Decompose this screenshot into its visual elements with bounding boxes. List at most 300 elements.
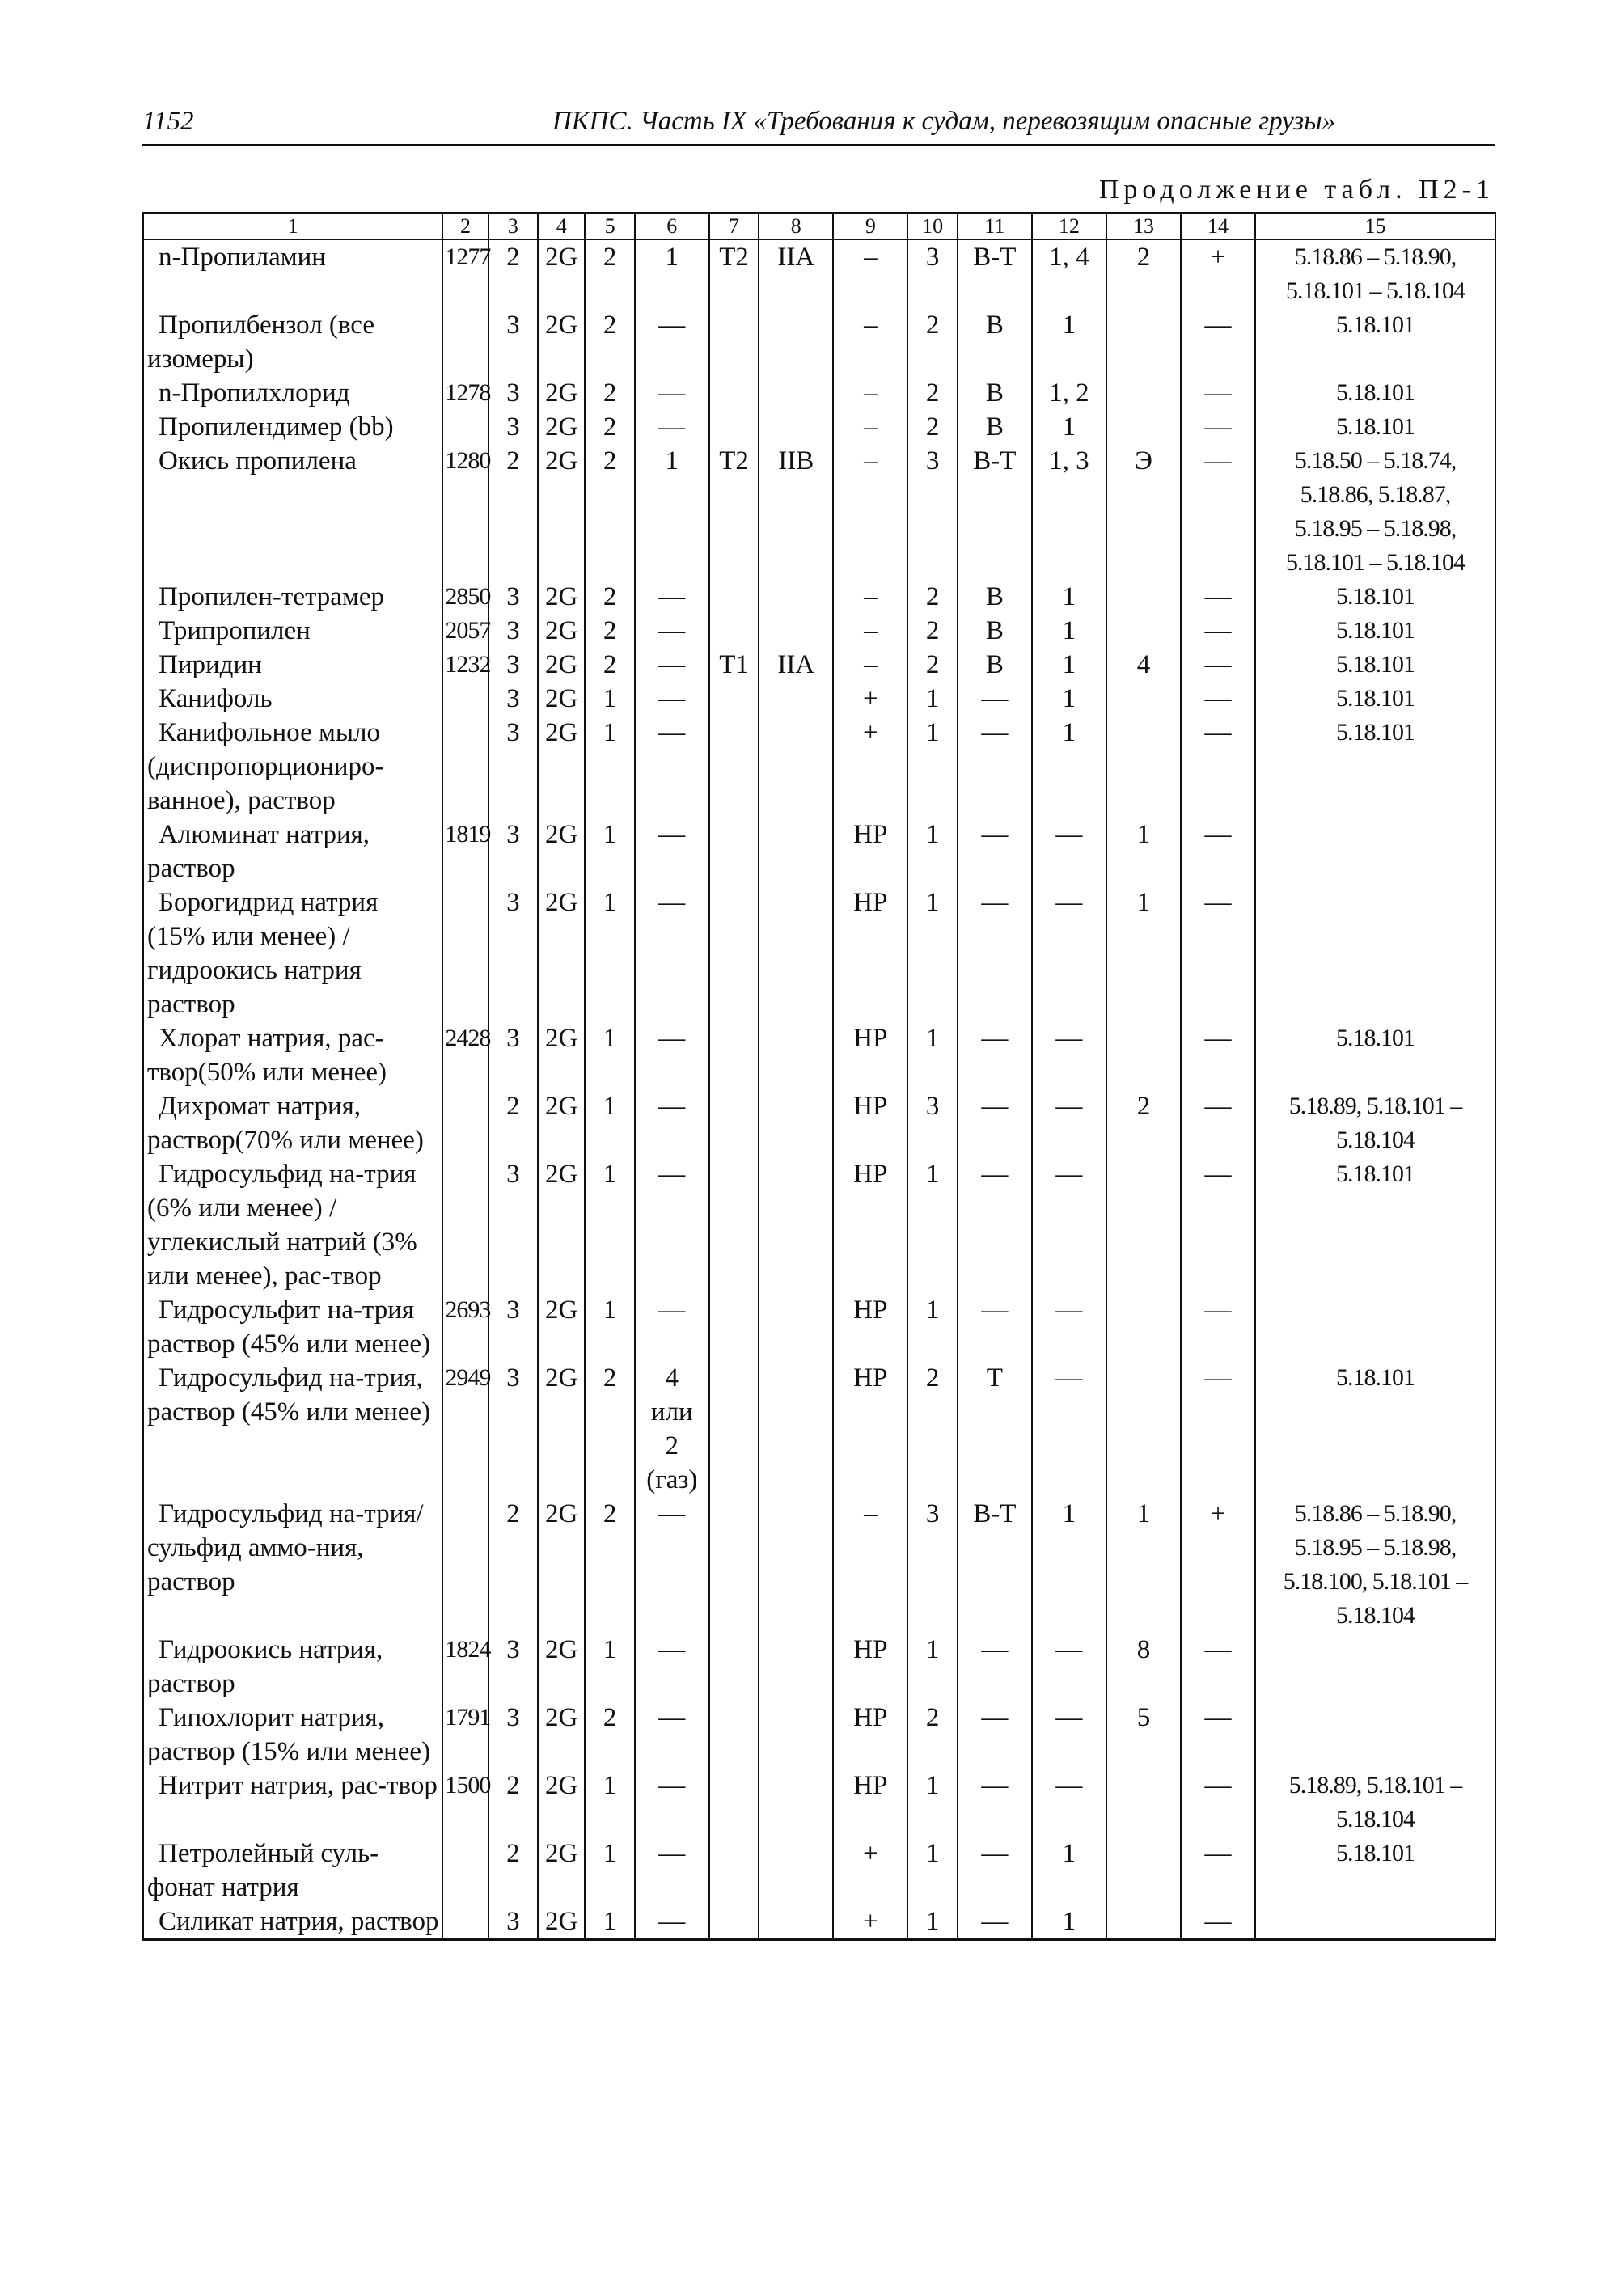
col-6-cell: —: [635, 1497, 709, 1633]
col-10-cell: 1: [907, 716, 957, 818]
col-8-cell: [759, 580, 833, 614]
column-header-15: 15: [1255, 213, 1495, 240]
col-14-cell: —: [1181, 1293, 1255, 1361]
col-12-cell: —: [1032, 1157, 1106, 1293]
col-9-cell: +: [833, 716, 907, 818]
page-number: 1152: [142, 107, 194, 136]
column-header-11: 11: [958, 213, 1032, 240]
col-12-cell: 1: [1032, 1497, 1106, 1633]
cell-line: 5.18.50 – 5.18.74,: [1294, 447, 1457, 474]
col-14-cell: —: [1181, 376, 1255, 410]
col-5-cell: 1: [585, 818, 634, 886]
column-header-4: 4: [538, 213, 585, 240]
col-7-cell: T2: [709, 239, 759, 308]
col-12-cell: —: [1032, 1633, 1106, 1701]
col-10-cell: 1: [907, 1904, 957, 1940]
table-continuation-label: Продолжение табл. П2-1: [1098, 175, 1495, 205]
col-15-cell: [1255, 410, 1495, 444]
col-9-cell: –: [833, 308, 907, 376]
col-14-cell: —: [1181, 716, 1255, 818]
col-8-cell: [759, 410, 833, 444]
substance-name-cell: Канифоль: [143, 682, 442, 716]
col-9-cell: НР: [833, 1157, 907, 1293]
col-3-cell: 2: [488, 444, 538, 580]
substance-name-cell: Гидросульфид на-трия/сульфид аммо-ния, раствор: [143, 1497, 442, 1633]
cell-line: 5.18.101: [1336, 1364, 1415, 1391]
col-3-cell: 2: [488, 1837, 538, 1904]
cell-line: 5.18.101: [1336, 651, 1415, 678]
col-12-cell: 1, 4: [1032, 239, 1106, 308]
col-13-cell: 2: [1106, 1089, 1181, 1157]
col-12-cell: —: [1032, 1089, 1106, 1157]
col-9-cell: +: [833, 1837, 907, 1904]
col-11-cell: —: [958, 1157, 1032, 1293]
col-8-cell: [759, 376, 833, 410]
substance-name-cell: Хлорат натрия, рас-твор(50% или менее): [143, 1021, 442, 1089]
cell-line: 5.18.86 – 5.18.90,: [1294, 1500, 1457, 1527]
col-15-cell: [1255, 1701, 1495, 1769]
col-12-cell: 1: [1032, 308, 1106, 376]
col-6-cell: [635, 1361, 709, 1497]
col-6-cell: —: [635, 410, 709, 444]
col-4-cell: 2G: [538, 1837, 585, 1904]
col-4-cell: 2G: [538, 1701, 585, 1769]
col-4-cell: 2G: [538, 444, 585, 580]
col-13-cell: [1106, 1021, 1181, 1089]
col-11-cell: —: [958, 1293, 1032, 1361]
col-8-cell: IIA: [759, 239, 833, 308]
col-3-cell: 3: [488, 1157, 538, 1293]
col-9-cell: –: [833, 410, 907, 444]
col-8-cell: [759, 1633, 833, 1701]
col-3-cell: 3: [488, 410, 538, 444]
col-7-cell: [709, 1361, 759, 1497]
col-12-cell: 1: [1032, 648, 1106, 682]
table-row: [143, 648, 1495, 682]
col-12-cell: 1: [1032, 580, 1106, 614]
col-4-cell: 2G: [538, 410, 585, 444]
col-6-cell: —: [635, 682, 709, 716]
col-15-cell: [1255, 1361, 1495, 1497]
col-10-cell: 2: [907, 1361, 957, 1497]
cell-line: 5.18.101: [1336, 1025, 1415, 1051]
col-10-cell: 3: [907, 1089, 957, 1157]
col-13-cell: 2: [1106, 239, 1181, 308]
col-2-cell: 2057: [442, 614, 488, 648]
col-10-cell: 1: [907, 818, 957, 886]
col-12-cell: 1: [1032, 682, 1106, 716]
col-15-cell: [1255, 376, 1495, 410]
col-9-cell: НР: [833, 1701, 907, 1769]
col-10-cell: 1: [907, 1293, 957, 1361]
col-7-cell: [709, 1633, 759, 1701]
col-5-cell: 2: [585, 444, 634, 580]
col-4-cell: 2G: [538, 1633, 585, 1701]
col-2-cell: 2949: [442, 1361, 488, 1497]
col-8-cell: [759, 308, 833, 376]
col-8-cell: [759, 1701, 833, 1769]
col-13-cell: [1106, 1157, 1181, 1293]
col-2-cell: 1500: [442, 1769, 488, 1837]
cell-line: 5.18.100, 5.18.101 –: [1283, 1568, 1468, 1595]
col-5-cell: 1: [585, 1837, 634, 1904]
col-4-cell: 2G: [538, 648, 585, 682]
col-11-cell: —: [958, 1701, 1032, 1769]
col-6-cell: —: [635, 1021, 709, 1089]
column-header-7: 7: [709, 213, 759, 240]
col-10-cell: 1: [907, 886, 957, 1021]
col-5-cell: 1: [585, 1769, 634, 1837]
column-header-6: 6: [635, 213, 709, 240]
substance-name-cell: Борогидрид натрия (15% или менее) / гидроокись натрия раствор: [143, 886, 442, 1021]
table-row: [143, 716, 1495, 818]
col-3-cell: 3: [488, 818, 538, 886]
col-13-cell: [1106, 1293, 1181, 1361]
col-12-cell: 1, 3: [1032, 444, 1106, 580]
cell-line: 5.18.101: [1336, 719, 1415, 746]
cell-line: 5.18.101: [1336, 583, 1415, 610]
col-4-cell: 2G: [538, 308, 585, 376]
table-row: [143, 239, 1495, 308]
col-2-cell: 1824: [442, 1633, 488, 1701]
col-2-cell: 1277: [442, 239, 488, 308]
column-header-3: 3: [488, 213, 538, 240]
col-14-cell: —: [1181, 886, 1255, 1021]
substance-name-cell: Дихромат натрия, раствор(70% или менее): [143, 1089, 442, 1157]
col-6-cell: —: [635, 1089, 709, 1157]
cell-line: 5.18.101: [1336, 685, 1415, 712]
col-2-cell: [442, 682, 488, 716]
table-header-row: [143, 213, 1495, 240]
col-14-cell: —: [1181, 444, 1255, 580]
col-15-cell: [1255, 1497, 1495, 1633]
substance-name-cell: Гипохлорит натрия, раствор (15% или менее): [143, 1701, 442, 1769]
cell-line: 5.18.101: [1336, 311, 1415, 338]
col-15-cell: [1255, 886, 1495, 1021]
col-4-cell: 2G: [538, 716, 585, 818]
col-3-cell: 3: [488, 682, 538, 716]
col-15-cell: [1255, 308, 1495, 376]
substance-name-cell: n-Пропиламин: [143, 239, 442, 308]
substance-name-cell: Окись пропилена: [143, 444, 442, 580]
col-9-cell: НР: [833, 1293, 907, 1361]
col-15-cell: [1255, 444, 1495, 580]
col-5-cell: 2: [585, 614, 634, 648]
col-6-cell: —: [635, 1769, 709, 1837]
table-row: [143, 444, 1495, 580]
col-4-cell: 2G: [538, 1769, 585, 1837]
col-3-cell: 3: [488, 1021, 538, 1089]
col-15-cell: [1255, 682, 1495, 716]
col-14-cell: —: [1181, 410, 1255, 444]
table-row: [143, 1769, 1495, 1837]
col-12-cell: 1: [1032, 410, 1106, 444]
col-11-cell: —: [958, 1021, 1032, 1089]
table-row: [143, 1293, 1495, 1361]
table-row: [143, 682, 1495, 716]
col-8-cell: [759, 1769, 833, 1837]
table-row: [143, 1701, 1495, 1769]
col-14-cell: —: [1181, 308, 1255, 376]
col-2-cell: 1278: [442, 376, 488, 410]
cell-line: 5.18.101: [1336, 1160, 1415, 1187]
col-14-cell: —: [1181, 1021, 1255, 1089]
substance-name-cell: n-Пропилхлорид: [143, 376, 442, 410]
col-4-cell: 2G: [538, 1089, 585, 1157]
col-7-cell: [709, 376, 759, 410]
col-13-cell: [1106, 580, 1181, 614]
col-4-cell: 2G: [538, 239, 585, 308]
col-13-cell: 4: [1106, 648, 1181, 682]
col-8-cell: [759, 1089, 833, 1157]
col-12-cell: 1: [1032, 614, 1106, 648]
col-7-cell: [709, 308, 759, 376]
table-row: [143, 1837, 1495, 1904]
col-11-cell: —: [958, 886, 1032, 1021]
col-10-cell: 1: [907, 1157, 957, 1293]
col-15-cell: [1255, 614, 1495, 648]
col-6-cell: —: [635, 308, 709, 376]
col-8-cell: [759, 1021, 833, 1089]
col-12-cell: —: [1032, 1021, 1106, 1089]
cell-line: 5.18.89, 5.18.101 –: [1288, 1772, 1462, 1799]
col-14-cell: —: [1181, 1769, 1255, 1837]
col-4-cell: 2G: [538, 818, 585, 886]
cell-line: или: [650, 1397, 693, 1427]
table-row: [143, 614, 1495, 648]
col-10-cell: 2: [907, 410, 957, 444]
col-15-cell: [1255, 1769, 1495, 1837]
col-12-cell: 1, 2: [1032, 376, 1106, 410]
col-8-cell: [759, 1904, 833, 1940]
substance-name-cell: Алюминат натрия, раствор: [143, 818, 442, 886]
col-7-cell: [709, 1701, 759, 1769]
table-row: [143, 1633, 1495, 1701]
col-13-cell: [1106, 1837, 1181, 1904]
col-12-cell: —: [1032, 818, 1106, 886]
col-4-cell: 2G: [538, 1361, 585, 1497]
col-4-cell: 2G: [538, 376, 585, 410]
col-5-cell: 2: [585, 1497, 634, 1633]
col-13-cell: [1106, 614, 1181, 648]
col-12-cell: —: [1032, 886, 1106, 1021]
col-5-cell: 1: [585, 1089, 634, 1157]
col-9-cell: –: [833, 614, 907, 648]
col-14-cell: —: [1181, 818, 1255, 886]
col-2-cell: [442, 1089, 488, 1157]
col-4-cell: 2G: [538, 1021, 585, 1089]
col-14-cell: —: [1181, 580, 1255, 614]
cell-line: 5.18.104: [1336, 1126, 1415, 1153]
col-5-cell: 1: [585, 1021, 634, 1089]
col-12-cell: —: [1032, 1701, 1106, 1769]
col-2-cell: 1819: [442, 818, 488, 886]
col-11-cell: В-Т: [958, 1497, 1032, 1633]
col-5-cell: 2: [585, 1701, 634, 1769]
col-6-cell: —: [635, 886, 709, 1021]
col-13-cell: [1106, 682, 1181, 716]
col-11-cell: —: [958, 682, 1032, 716]
col-14-cell: —: [1181, 614, 1255, 648]
col-7-cell: [709, 410, 759, 444]
table-row: [143, 580, 1495, 614]
col-10-cell: 3: [907, 444, 957, 580]
col-9-cell: +: [833, 682, 907, 716]
col-7-cell: [709, 886, 759, 1021]
col-2-cell: [442, 410, 488, 444]
col-5-cell: 2: [585, 308, 634, 376]
col-6-cell: —: [635, 1904, 709, 1940]
col-9-cell: НР: [833, 1089, 907, 1157]
col-8-cell: IIB: [759, 444, 833, 580]
substance-name-cell: Гидросульфид на-трия, раствор (45% или менее): [143, 1361, 442, 1497]
col-15-cell: [1255, 239, 1495, 308]
col-9-cell: НР: [833, 1633, 907, 1701]
table-row: [143, 1021, 1495, 1089]
col-14-cell: —: [1181, 1837, 1255, 1904]
col-6-cell: —: [635, 376, 709, 410]
col-11-cell: —: [958, 1769, 1032, 1837]
column-header-14: 14: [1181, 213, 1255, 240]
col-7-cell: [709, 1837, 759, 1904]
col-2-cell: 1791: [442, 1701, 488, 1769]
col-11-cell: —: [958, 1837, 1032, 1904]
col-6-cell: —: [635, 716, 709, 818]
col-15-cell: [1255, 1293, 1495, 1361]
col-15-cell: [1255, 648, 1495, 682]
col-10-cell: 1: [907, 1837, 957, 1904]
col-10-cell: 1: [907, 1633, 957, 1701]
col-7-cell: [709, 1293, 759, 1361]
col-13-cell: Э: [1106, 444, 1181, 580]
col-3-cell: 2: [488, 1769, 538, 1837]
col-2-cell: 2693: [442, 1293, 488, 1361]
col-13-cell: [1106, 1904, 1181, 1940]
col-11-cell: —: [958, 1904, 1032, 1940]
col-12-cell: —: [1032, 1293, 1106, 1361]
col-5-cell: 1: [585, 1904, 634, 1940]
col-11-cell: В: [958, 308, 1032, 376]
substance-name-cell: Силикат натрия, раствор: [143, 1904, 442, 1940]
col-2-cell: 1280: [442, 444, 488, 580]
col-6-cell: —: [635, 648, 709, 682]
col-11-cell: Т: [958, 1361, 1032, 1497]
col-9-cell: –: [833, 1497, 907, 1633]
cell-line: 5.18.86 – 5.18.90,: [1294, 243, 1457, 270]
col-3-cell: 3: [488, 1904, 538, 1940]
col-7-cell: [709, 716, 759, 818]
column-header-1: 1: [143, 213, 442, 240]
col-3-cell: 3: [488, 1361, 538, 1497]
col-2-cell: [442, 716, 488, 818]
col-12-cell: —: [1032, 1769, 1106, 1837]
col-13-cell: 8: [1106, 1633, 1181, 1701]
col-9-cell: –: [833, 376, 907, 410]
col-5-cell: 2: [585, 376, 634, 410]
cell-line: 5.18.95 – 5.18.98,: [1294, 515, 1457, 542]
col-9-cell: НР: [833, 886, 907, 1021]
col-2-cell: [442, 1157, 488, 1293]
cell-line: 5.18.104: [1336, 1806, 1415, 1832]
col-8-cell: [759, 886, 833, 1021]
col-3-cell: 3: [488, 376, 538, 410]
col-4-cell: 2G: [538, 614, 585, 648]
col-8-cell: [759, 1157, 833, 1293]
col-14-cell: —: [1181, 1904, 1255, 1940]
col-10-cell: 1: [907, 1021, 957, 1089]
cell-line: 2: [665, 1431, 679, 1460]
col-9-cell: –: [833, 239, 907, 308]
col-7-cell: [709, 1021, 759, 1089]
col-15-cell: [1255, 1633, 1495, 1701]
cell-line: 4: [665, 1363, 679, 1393]
col-3-cell: 3: [488, 716, 538, 818]
col-2-cell: 2428: [442, 1021, 488, 1089]
col-3-cell: 3: [488, 308, 538, 376]
col-15-cell: [1255, 1089, 1495, 1157]
col-6-cell: —: [635, 1701, 709, 1769]
col-11-cell: В: [958, 648, 1032, 682]
column-header-2: 2: [442, 213, 488, 240]
col-8-cell: [759, 716, 833, 818]
col-14-cell: —: [1181, 682, 1255, 716]
col-5-cell: 1: [585, 682, 634, 716]
col-5-cell: 2: [585, 1361, 634, 1497]
col-5-cell: 2: [585, 410, 634, 444]
col-14-cell: —: [1181, 1633, 1255, 1701]
col-13-cell: [1106, 1361, 1181, 1497]
col-9-cell: НР: [833, 818, 907, 886]
col-14-cell: —: [1181, 648, 1255, 682]
col-3-cell: 3: [488, 886, 538, 1021]
col-11-cell: В: [958, 376, 1032, 410]
substance-name-cell: Гидросульфит на-трия раствор (45% или менее): [143, 1293, 442, 1361]
col-5-cell: 1: [585, 1633, 634, 1701]
col-13-cell: [1106, 410, 1181, 444]
col-3-cell: 3: [488, 1701, 538, 1769]
col-7-cell: [709, 580, 759, 614]
col-2-cell: [442, 308, 488, 376]
col-4-cell: 2G: [538, 1157, 585, 1293]
cell-line: 5.18.101 – 5.18.104: [1286, 277, 1465, 304]
substance-name-cell: Пропилен-тетрамер: [143, 580, 442, 614]
col-15-cell: [1255, 1904, 1495, 1940]
col-9-cell: –: [833, 444, 907, 580]
table-row: [143, 410, 1495, 444]
col-12-cell: 1: [1032, 716, 1106, 818]
col-15-cell: [1255, 818, 1495, 886]
col-10-cell: 2: [907, 614, 957, 648]
cell-line: 5.18.101 – 5.18.104: [1286, 549, 1465, 576]
col-7-cell: T1: [709, 648, 759, 682]
col-14-cell: —: [1181, 1701, 1255, 1769]
col-13-cell: 5: [1106, 1701, 1181, 1769]
substances-table: [142, 212, 1496, 1941]
table-row: [143, 308, 1495, 376]
col-9-cell: +: [833, 1904, 907, 1940]
col-10-cell: 2: [907, 308, 957, 376]
col-3-cell: 2: [488, 1089, 538, 1157]
col-14-cell: +: [1181, 239, 1255, 308]
col-8-cell: [759, 1837, 833, 1904]
col-2-cell: [442, 1837, 488, 1904]
col-6-cell: —: [635, 1837, 709, 1904]
col-13-cell: 1: [1106, 1497, 1181, 1633]
col-9-cell: НР: [833, 1769, 907, 1837]
col-11-cell: —: [958, 818, 1032, 886]
col-12-cell: 1: [1032, 1837, 1106, 1904]
table-row: [143, 1157, 1495, 1293]
